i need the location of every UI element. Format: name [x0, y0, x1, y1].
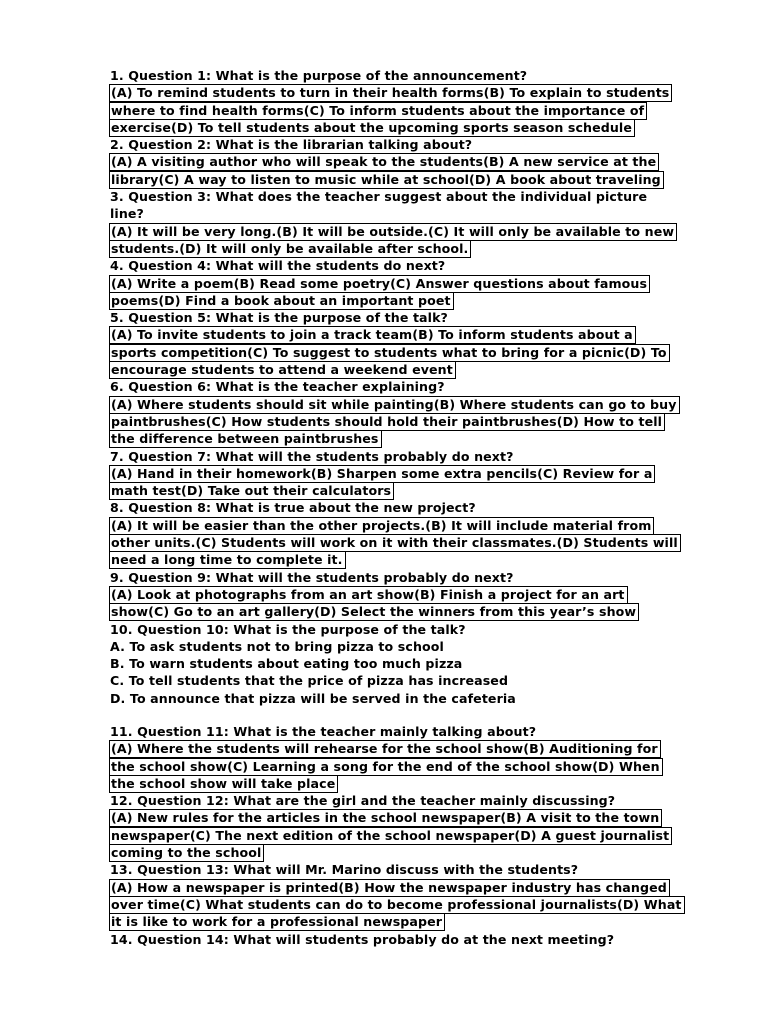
- answer-box: students.(D) It will only be available after school.: [109, 240, 471, 258]
- answer-box: over time(C) What students can do to become professional journalists(D) What: [109, 896, 685, 914]
- answer-line: [110, 430, 710, 447]
- answer-line: [110, 758, 710, 775]
- answer-line: [110, 534, 710, 551]
- answer-line: [110, 586, 710, 603]
- answer-box: (A) New rules for the articles in the school newspaper(B) A visit to the town: [109, 809, 662, 827]
- answer-line: [110, 603, 710, 620]
- answer-line: [110, 896, 710, 913]
- answer-line: [110, 413, 710, 430]
- answer-line: [110, 551, 710, 568]
- answer-line: [110, 153, 710, 170]
- answer-box: paintbrushes(C) How students should hold their paintbrushes(D) How to tell: [109, 413, 665, 431]
- answer-box: (A) Look at photographs from an art show(B) Finish a project for an art: [109, 586, 628, 604]
- answer-line: [110, 171, 710, 188]
- answer-line: [110, 879, 710, 896]
- answer-line: [110, 809, 710, 826]
- answer-line: [110, 84, 710, 101]
- answer-line: [110, 913, 710, 930]
- question-heading: 13. Question 13: What will Mr. Marino discuss with the students?: [110, 862, 579, 878]
- answer-box: (A) Hand in their homework(B) Sharpen some extra pencils(C) Review for a: [109, 465, 655, 483]
- question-heading: 9. Question 9: What will the students probably do next?: [110, 569, 514, 585]
- answer-box: (A) Where the students will rehearse for the school show(B) Auditioning for: [109, 740, 661, 758]
- question-heading: 4. Question 4: What will the students do next?: [110, 258, 446, 274]
- answer-option: D. To announce that pizza will be served in the cafeteria: [110, 690, 516, 706]
- answer-line: [110, 326, 710, 343]
- answer-box: sports competition(C) To suggest to students what to bring for a picnic(D) To: [109, 344, 670, 362]
- answer-line: [110, 275, 710, 292]
- answer-line: [110, 344, 710, 361]
- answer-box: library(C) A way to listen to music while at school(D) A book about traveling: [109, 171, 664, 189]
- question-heading: 14. Question 14: What will students probably do at the next meeting?: [110, 931, 615, 947]
- answer-box: (A) It will be very long.(B) It will be outside.(C) It will only be available to new: [109, 223, 677, 241]
- answer-line: [110, 292, 710, 309]
- answer-line: [110, 361, 710, 378]
- answer-option: A. To ask students not to bring pizza to school: [110, 638, 444, 654]
- answer-line: [110, 396, 710, 413]
- answer-line: [110, 119, 710, 136]
- answer-line: [110, 465, 710, 482]
- question-heading-continued: line?: [110, 206, 144, 222]
- answer-line: [110, 740, 710, 757]
- answer-line: [110, 775, 710, 792]
- answer-box: it is like to work for a professional newspaper: [109, 913, 445, 931]
- answer-line: [110, 844, 710, 861]
- question-heading: 10. Question 10: What is the purpose of the talk?: [110, 621, 466, 637]
- answer-option: B. To warn students about eating too much pizza: [110, 656, 463, 672]
- answer-box: other units.(C) Students will work on it with their classmates.(D) Students will: [109, 534, 681, 552]
- answer-box: show(C) Go to an art gallery(D) Select the winners from this year’s show: [109, 603, 639, 621]
- answer-line: [110, 827, 710, 844]
- answer-line: [110, 240, 710, 257]
- answer-box: (A) To remind students to turn in their health forms(B) To explain to students: [109, 84, 672, 102]
- question-heading: 1. Question 1: What is the purpose of the announcement?: [110, 68, 528, 83]
- answer-option: C. To tell students that the price of pizza has increased: [110, 673, 509, 689]
- question-heading: 8. Question 8: What is true about the new project?: [110, 500, 476, 516]
- question-heading: 7. Question 7: What will the students probably do next?: [110, 448, 514, 464]
- answer-line: [110, 223, 710, 240]
- answer-box: the school show will take place: [109, 775, 338, 793]
- blank-line: [110, 707, 710, 723]
- answer-box: the difference between paintbrushes: [109, 430, 382, 448]
- answer-line: [110, 517, 710, 534]
- answer-box: (A) Where students should sit while painting(B) Where students can go to buy: [109, 396, 680, 414]
- answer-box: poems(D) Find a book about an important poet: [109, 292, 454, 310]
- answer-line: [110, 102, 710, 119]
- answer-box: math test(D) Take out their calculators: [109, 482, 394, 500]
- answer-line: [110, 482, 710, 499]
- answer-box: exercise(D) To tell students about the upcoming sports season schedule: [109, 119, 635, 137]
- question-heading: 11. Question 11: What is the teacher mainly talking about?: [110, 723, 537, 739]
- answer-box: where to find health forms(C) To inform students about the importance of: [109, 102, 647, 120]
- document-page: [110, 67, 710, 948]
- answer-box: the school show(C) Learning a song for the end of the school show(D) When: [109, 758, 663, 776]
- question-heading: 3. Question 3: What does the teacher suggest about the individual picture: [110, 189, 648, 205]
- question-heading: 5. Question 5: What is the purpose of the talk?: [110, 310, 448, 326]
- answer-box: (A) Write a poem(B) Read some poetry(C) Answer questions about famous: [109, 275, 650, 293]
- answer-box: (A) A visiting author who will speak to the students(B) A new service at the: [109, 153, 659, 171]
- answer-box: encourage students to attend a weekend event: [109, 361, 456, 379]
- question-heading: 6. Question 6: What is the teacher explaining?: [110, 379, 445, 395]
- question-heading: 12. Question 12: What are the girl and the teacher mainly discussing?: [110, 793, 616, 809]
- answer-box: (A) It will be easier than the other projects.(B) It will include material from: [109, 517, 654, 535]
- answer-box: need a long time to complete it.: [109, 551, 346, 569]
- answer-box: newspaper(C) The next edition of the school newspaper(D) A guest journalist: [109, 827, 672, 845]
- question-heading: 2. Question 2: What is the librarian talking about?: [110, 137, 473, 153]
- answer-box: (A) How a newspaper is printed(B) How the newspaper industry has changed: [109, 879, 670, 897]
- answer-box: (A) To invite students to join a track team(B) To inform students about a: [109, 326, 636, 344]
- answer-box: coming to the school: [109, 844, 264, 862]
